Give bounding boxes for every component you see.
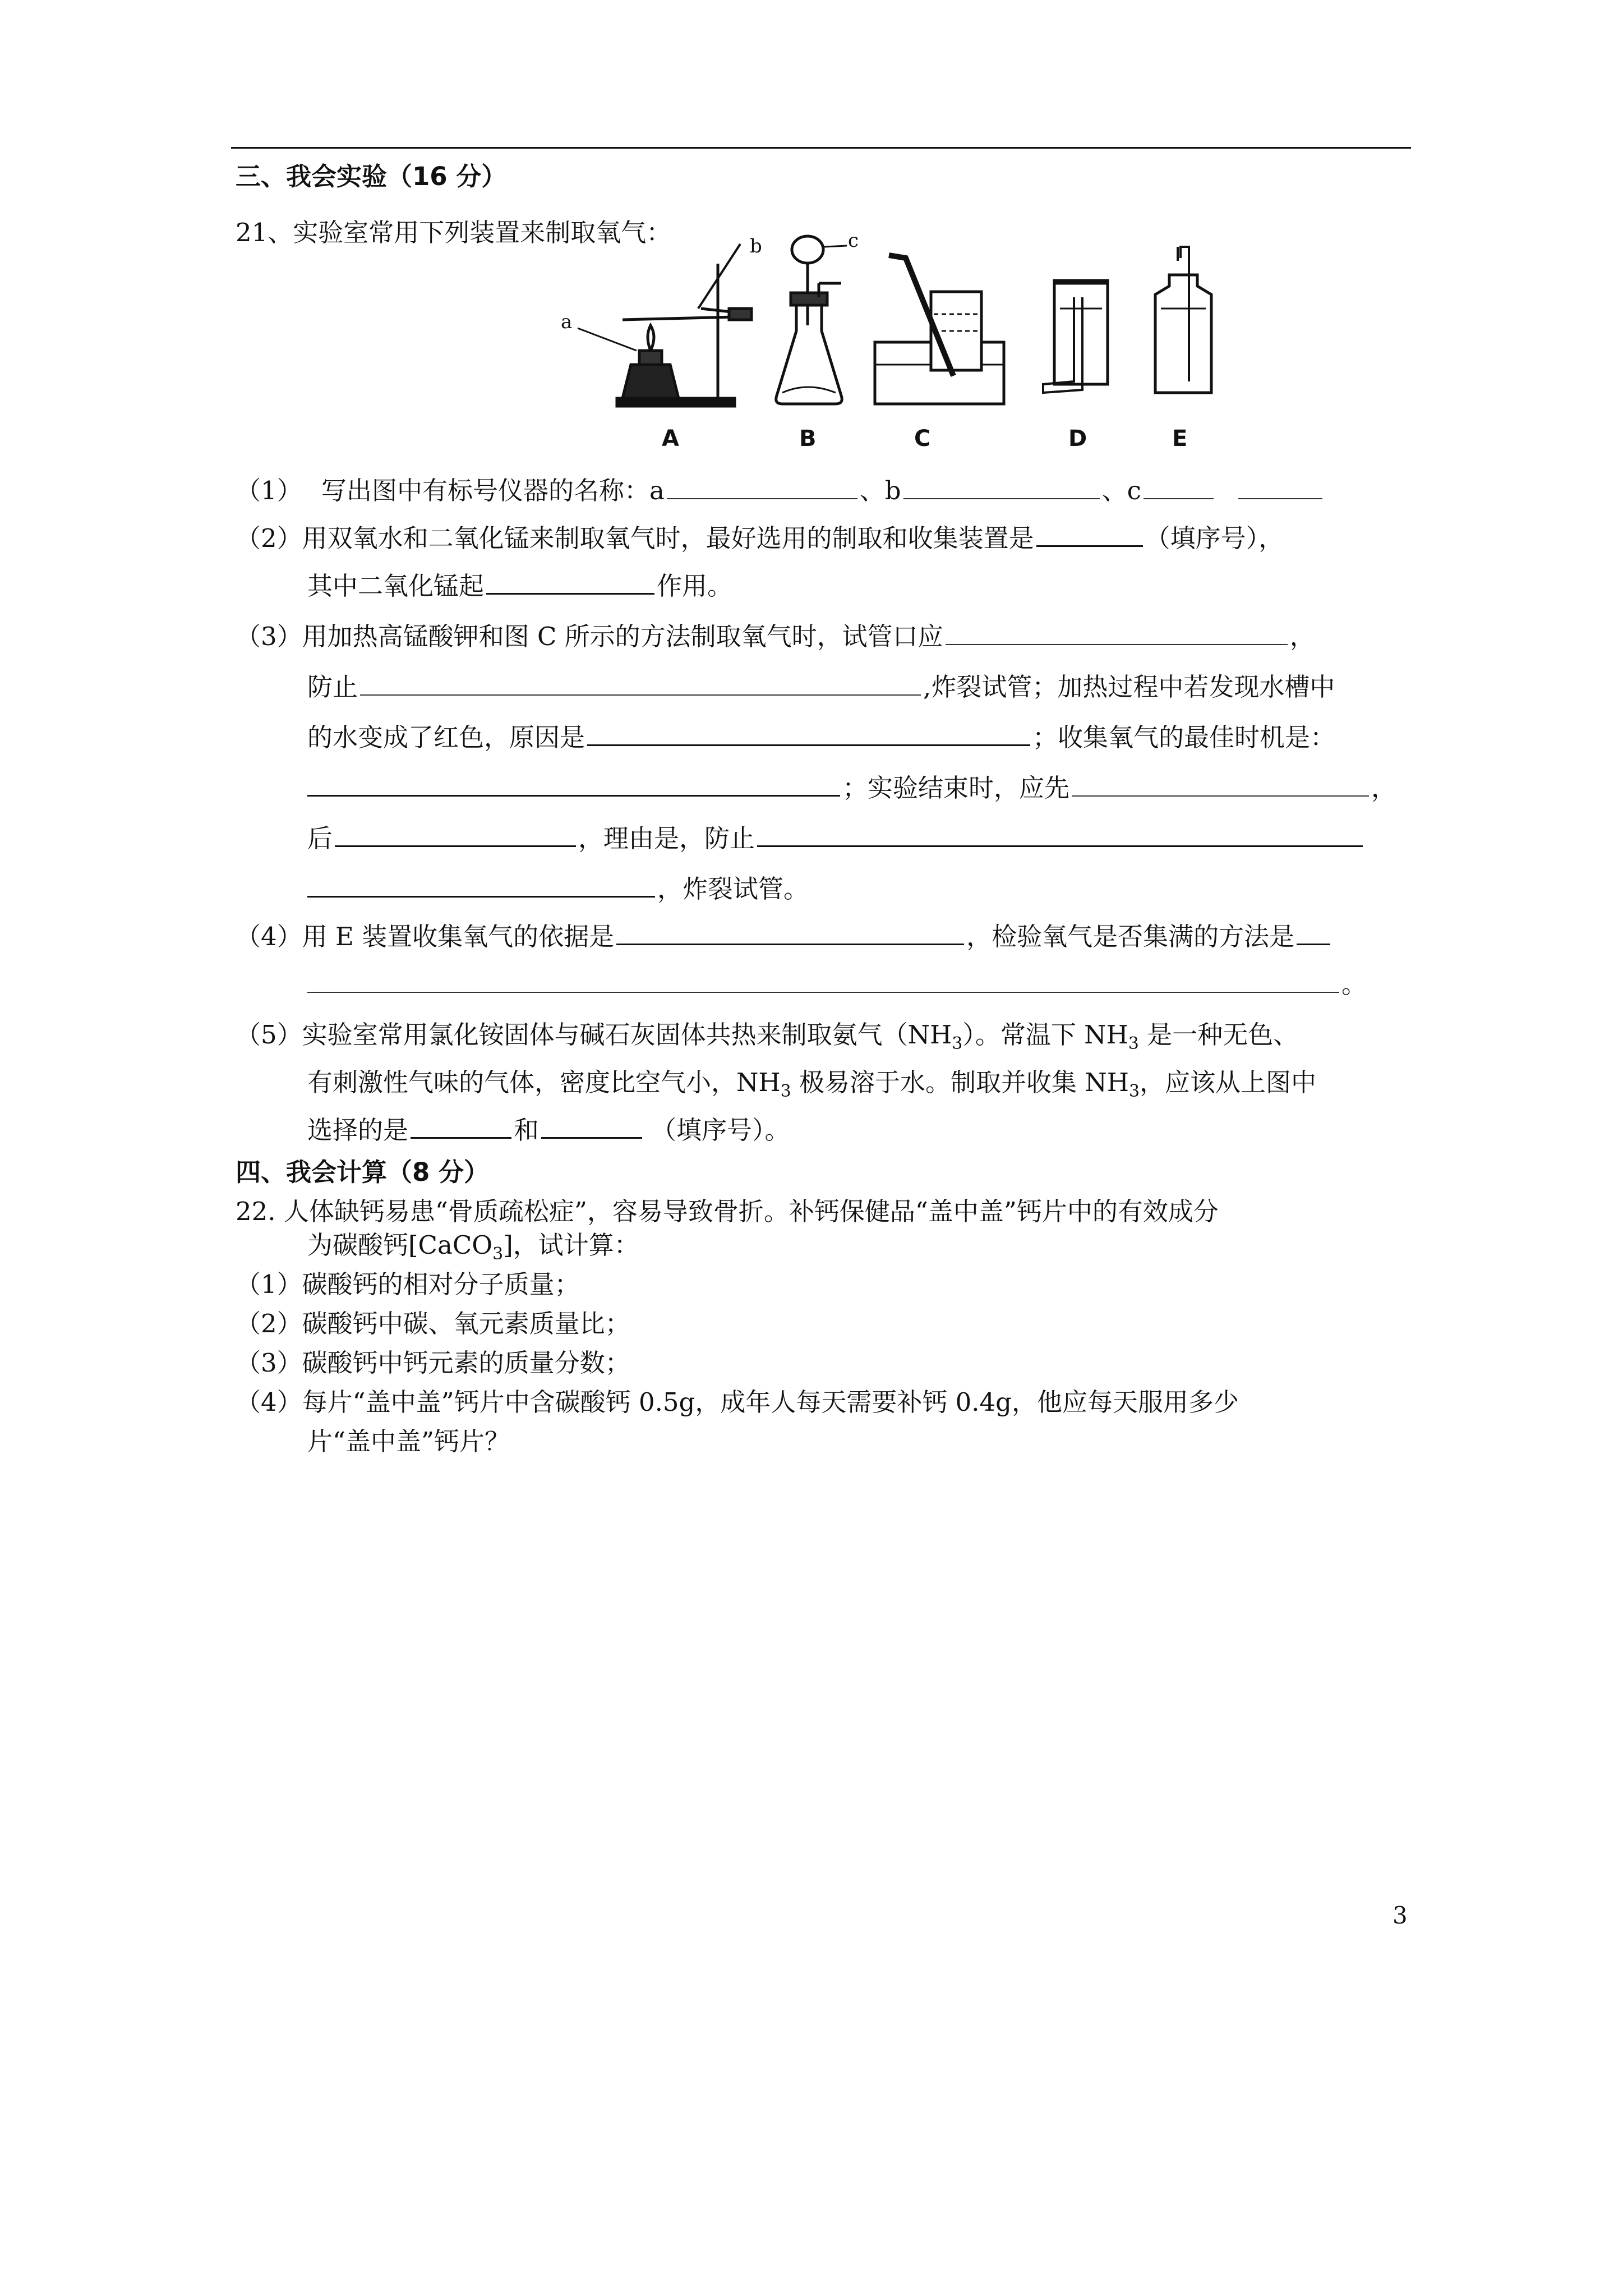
q21-p3-l2b: ,炸裂试管；加热过程中若发现水槽中: [923, 672, 1335, 702]
q22-l2: [307, 1228, 639, 1271]
q21-p1-sep1: 、b: [859, 476, 901, 505]
section4-title: 四、我会计算（8 分）: [236, 1157, 489, 1187]
blank-c2: [1238, 475, 1322, 499]
q21-part5-l3: [307, 1114, 790, 1147]
q21-part3-l4: [307, 771, 1396, 805]
q21-p5-l1a: 实验室常用氯化铵固体与碱石灰固体共热来制取氨气（NH: [302, 1020, 952, 1050]
q21-p3-l1: 用加热高锰酸钾和图 C 所示的方法制取氧气时，试管口应: [302, 622, 943, 651]
apparatus-d: [1043, 280, 1108, 452]
q21-p3-l4end: ，: [1371, 773, 1397, 803]
q22-l2sub: 3: [492, 1244, 504, 1264]
q22-item-4: （4）每片“盖中盖”钙片中含碳酸钙 0.5g，成年人每天需要补钙 0.4g，他应每天服用多少: [236, 1387, 1239, 1417]
blank-reason: [757, 822, 1363, 847]
q21-p5-l1sub: 3: [952, 1034, 963, 1053]
blank-check-start: [1297, 920, 1330, 945]
blank-a: [667, 475, 857, 499]
q22-l2b: ]，试计算：: [503, 1230, 639, 1260]
q21-p3-l1end: ，: [1289, 622, 1315, 651]
apparatus-b: [776, 230, 859, 452]
label-D: D: [1068, 426, 1087, 452]
q21-p5-l2a: 有刺激性气味的气体，密度比空气小，NH: [307, 1068, 781, 1097]
q21-p3-l6a: ，炸裂试管。: [657, 874, 809, 904]
q22-item-2: （2）碳酸钙中碳、氧元素质量比；: [236, 1309, 630, 1338]
q21-p3-num: （3）: [236, 622, 302, 651]
blank-reason2: [307, 872, 655, 898]
blank-then: [335, 822, 576, 847]
q21-part3-l3: [307, 721, 1335, 754]
q21-stem: 21、实验室常用下列装置来制取氧气：: [236, 218, 672, 247]
q21-p5-l1sub2: 3: [1128, 1034, 1139, 1053]
q21-part2: [236, 522, 1284, 555]
q21-part4-l2: [307, 968, 1367, 1001]
blank-mno2-role: [486, 569, 654, 595]
apparatus-e: [1155, 247, 1211, 452]
q21-part5-l1: [236, 1018, 1298, 1061]
q21-p5-l1c: 是一种无色、: [1138, 1020, 1299, 1050]
q21-p1-sep2: 、c: [1101, 476, 1141, 505]
q21-p5-l3a: 选择的是: [307, 1115, 409, 1145]
blank-nh3-collect: [541, 1114, 642, 1139]
q21-part3-l5: [307, 822, 1365, 855]
q21-part3-l2: [307, 670, 1335, 704]
q21-p5-l3c: （填序号）。: [651, 1115, 790, 1145]
q21-p5-l2b: 极易溶于水。制取并收集 NH: [791, 1068, 1129, 1097]
q21-p3-l3b: ；收集氧气的最佳时机是：: [1032, 723, 1336, 752]
blank-b: [903, 475, 1100, 499]
q21-p2-line2a: 其中二氧化锰起: [307, 571, 485, 601]
q21-p3-l4a: ；实验结束时，应先: [842, 773, 1070, 803]
q21-part5-l2: [307, 1066, 1316, 1108]
label-A: A: [662, 426, 679, 452]
q21-part1: [236, 474, 1325, 508]
q22-item-1: （1）碳酸钙的相对分子质量；: [236, 1269, 580, 1299]
blank-check-method: [307, 968, 1339, 993]
q21-p5-l1b: ）。常温下 NH: [962, 1020, 1128, 1050]
label-C: C: [914, 426, 931, 452]
label-b: b: [750, 235, 762, 257]
apparatus-a: [561, 235, 762, 452]
q21-p5-l3b: 和: [514, 1115, 540, 1145]
q22-l2a: 为碳酸钙[CaCO: [307, 1230, 493, 1260]
blank-prevent: [360, 671, 921, 696]
q21-p3-l5a: 后: [307, 823, 333, 853]
q21-p4-l2end: 。: [1341, 969, 1367, 999]
q21-p2-text: 用双氧水和二氧化锰来制取氧气时，最好选用的制取和收集装置是: [302, 523, 1034, 553]
q21-part3-l1: [236, 620, 1315, 654]
q21-p1-num: （1）: [236, 476, 302, 505]
q21-p5-l2c: ，应该从上图中: [1140, 1068, 1317, 1097]
label-c: c: [848, 230, 859, 252]
blank-c1: [1144, 475, 1214, 499]
section3-title: 三、我会实验（16 分）: [236, 162, 507, 191]
q22-l1: 22. 人体缺钙易患“骨质疏松症”，容易导致骨折。补钙保健品“盖中盖”钙片中的有效成分: [236, 1197, 1219, 1226]
q21-p3-l3a: 的水变成了红色，原因是: [307, 723, 585, 752]
blank-tube-mouth: [946, 620, 1288, 645]
apparatus-c: [875, 255, 1004, 452]
q21-p3-l2a: 防止: [307, 672, 358, 702]
label-B: B: [799, 426, 817, 452]
q21-p4-num: （4）: [236, 922, 302, 951]
blank-first: [1072, 772, 1369, 797]
blank-nh3-gen: [411, 1114, 511, 1139]
top-rule: [231, 147, 1411, 149]
blank-red-water: [587, 721, 1030, 746]
q22-item-4-cont: 片“盖中盖”钙片？: [307, 1427, 510, 1456]
blank-best-time: [307, 771, 840, 797]
q21-p2-line2b: 作用。: [657, 571, 733, 601]
q21-p2-num: （2）: [236, 523, 302, 553]
q21-p4-l1a: 用 E 装置收集氧气的依据是: [302, 922, 615, 951]
label-a: a: [561, 311, 573, 333]
q21-p5-l2sub2: 3: [1128, 1082, 1140, 1101]
q21-p5-num: （5）: [236, 1020, 302, 1050]
q21-p4-l1b: ，检验氧气是否集满的方法是: [966, 922, 1295, 951]
q21-part4-l1: [236, 920, 1332, 954]
q21-p5-l2sub: 3: [780, 1082, 791, 1101]
label-E: E: [1172, 426, 1188, 452]
blank-basis: [616, 920, 964, 945]
q21-p3-l5b: ，理由是，防止: [578, 823, 755, 853]
q21-p2-tail: （填序号），: [1145, 523, 1284, 553]
blank-device: [1036, 522, 1143, 547]
q21-part3-l6: [307, 872, 809, 906]
q21-part2-line2: [307, 569, 732, 603]
q21-p1-text: 写出图中有标号仪器的名称：a: [321, 476, 665, 505]
apparatus-figure: [561, 230, 1284, 454]
q22-item-3: （3）碳酸钙中钙元素的质量分数；: [236, 1348, 630, 1378]
page-number: 3: [1393, 1902, 1408, 1929]
